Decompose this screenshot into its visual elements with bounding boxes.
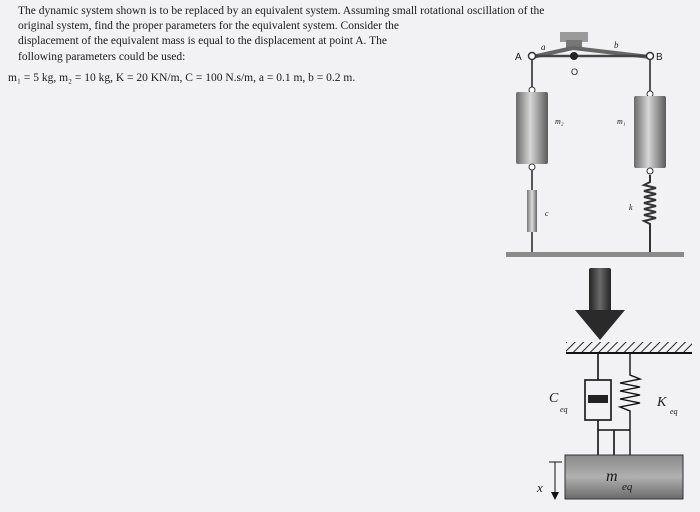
problem-line-3: displacement of the equivalent mass is equal to the displacement at point A. The [18, 35, 387, 48]
pivot-joint [570, 52, 578, 60]
label-point-b: B [656, 52, 663, 63]
label-coordinate-x: x [537, 480, 543, 495]
transition-arrow [575, 268, 625, 340]
mass-m2 [516, 92, 548, 164]
arrow-down-small-icon [551, 492, 559, 500]
parameter-list: m₁ = 5 kg, m₂ = 10 kg, K = 20 KN/m, C = 100 N.s/m, a = 0.1 m, b = 0.2 m. [8, 72, 356, 84]
label-ceq: C [549, 391, 559, 406]
label-meq-sub: eq [622, 481, 633, 493]
equivalent-system [536, 342, 692, 500]
original-system [506, 32, 684, 257]
spring-keq [620, 353, 640, 455]
problem-line-1: The dynamic system shown is to be replaced by an equivalent system. Assuming small rotational oscillation of the [18, 5, 545, 17]
label-mass-left: m₂ [555, 117, 564, 126]
label-pivot: O [571, 67, 579, 77]
damper-c [527, 190, 537, 232]
label-keq: K [657, 395, 667, 410]
joint-a [529, 53, 536, 60]
problem-line-4: following parameters could be used: [18, 50, 186, 63]
fixed-support [566, 342, 692, 352]
problem-line-2: original system, find the proper parameters for the equivalent system. Consider the [18, 20, 399, 33]
joint-b [647, 53, 654, 60]
label-keq-sub: eq [670, 407, 678, 416]
label-length-a: a [541, 42, 546, 52]
ground-line [506, 252, 684, 257]
label-spring: k [629, 203, 633, 212]
label-length-b: b [614, 40, 619, 50]
spring-k [644, 175, 656, 252]
label-meq: m [606, 468, 618, 485]
mass-m1 [634, 96, 666, 168]
label-point-a: A [515, 52, 522, 63]
label-mass-right: m₁ [617, 117, 626, 126]
arrow-down-icon [575, 310, 625, 340]
label-damper: c [545, 209, 549, 218]
label-ceq-sub: eq [560, 405, 568, 414]
